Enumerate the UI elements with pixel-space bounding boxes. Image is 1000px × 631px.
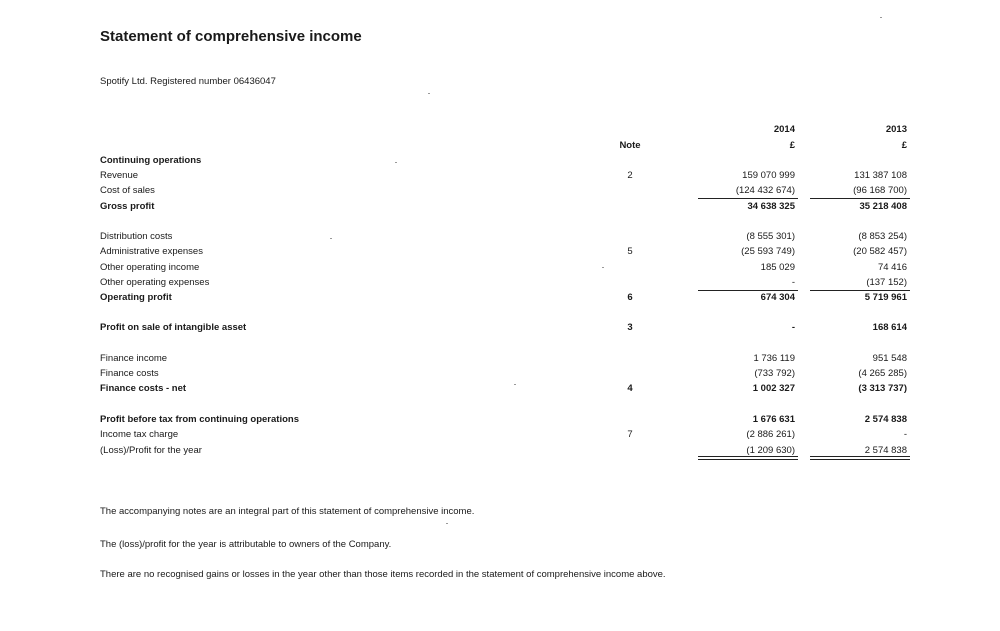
note-column-header: Note: [619, 140, 641, 151]
row-value-2013: 2 574 838: [864, 414, 907, 425]
row-label: Other operating expenses: [100, 277, 210, 288]
row-value-2013: 168 614: [872, 322, 907, 333]
total-rule: [698, 459, 798, 460]
table-row: [0, 155, 1000, 169]
table-row: [0, 246, 1000, 260]
row-value-2014: 34 638 325: [747, 201, 795, 212]
scan-speck: [514, 384, 516, 385]
row-value-2014: -: [791, 277, 795, 288]
scan-speck: [428, 93, 430, 94]
row-label: Cost of sales: [100, 185, 155, 196]
scan-speck: [395, 162, 397, 163]
page-title: Statement of comprehensive income: [100, 28, 362, 45]
year-current-header: 2014: [773, 124, 795, 135]
row-value-2014: 185 029: [760, 262, 795, 273]
row-label: Profit on sale of intangible asset: [100, 322, 247, 333]
row-label: Finance costs - net: [100, 383, 187, 394]
row-value-2013: (3 313 737): [858, 383, 907, 394]
row-value-2013: 131 387 108: [854, 170, 907, 181]
table-row: [0, 277, 1000, 291]
row-value-2014: 1 736 119: [753, 353, 795, 364]
footnote: There are no recognised gains or losses in the year other than those items recorded in the statement of comprehensive income above.: [100, 569, 666, 580]
row-value-2013: -: [903, 429, 907, 440]
subtotal-rule: [810, 290, 910, 291]
subtotal-rule: [810, 198, 910, 199]
currency-current-header: £: [789, 140, 795, 151]
table-row: [0, 414, 1000, 428]
row-label: Other operating income: [100, 262, 200, 273]
row-label: Profit before tax from continuing operations: [100, 414, 299, 425]
row-note: 7: [627, 429, 633, 440]
table-row: [0, 170, 1000, 184]
table-row: [0, 185, 1000, 199]
subtotal-rule: [698, 290, 798, 291]
row-label: Income tax charge: [100, 429, 179, 440]
table-row: [0, 368, 1000, 382]
footnote: The accompanying notes are an integral part of this statement of comprehensive income.: [100, 506, 475, 517]
total-rule: [698, 456, 798, 457]
row-value-2014: 1 002 327: [752, 383, 795, 394]
row-label: Finance costs: [100, 368, 159, 379]
row-label: (Loss)/Profit for the year: [100, 445, 202, 456]
table-row: [0, 322, 1000, 336]
row-label: Gross profit: [100, 201, 155, 212]
row-label: Operating profit: [100, 292, 172, 303]
row-value-2013: (137 152): [866, 277, 907, 288]
scan-speck: [880, 17, 882, 18]
row-note: 5: [627, 246, 633, 257]
row-note: 4: [627, 383, 633, 394]
scan-speck: [446, 523, 448, 524]
row-label: Finance income: [100, 353, 168, 364]
row-note: 6: [627, 292, 633, 303]
scan-speck: [330, 238, 332, 239]
table-row: [0, 429, 1000, 443]
footnote: The (loss)/profit for the year is attributable to owners of the Company.: [100, 539, 392, 550]
row-value-2014: 159 070 999: [742, 170, 795, 181]
row-value-2013: (4 265 285): [858, 368, 907, 379]
row-note: 3: [627, 322, 633, 333]
row-note: 2: [627, 170, 633, 181]
row-value-2014: -: [791, 322, 795, 333]
row-value-2014: 674 304: [760, 292, 795, 303]
row-value-2014: (124 432 674): [735, 185, 795, 196]
row-value-2013: (8 853 254): [858, 231, 907, 242]
row-value-2013: 74 416: [877, 262, 907, 273]
row-label: Continuing operations: [100, 155, 202, 166]
table-row: [0, 262, 1000, 276]
row-value-2014: (8 555 301): [746, 231, 795, 242]
row-value-2014: (25 593 749): [741, 246, 795, 257]
total-rule: [810, 459, 910, 460]
row-label: Revenue: [100, 170, 139, 181]
row-value-2013: 2 574 838: [864, 445, 907, 456]
row-value-2014: (2 886 261): [746, 429, 795, 440]
total-rule: [810, 456, 910, 457]
row-label: Distribution costs: [100, 231, 173, 242]
row-value-2013: (96 168 700): [853, 185, 907, 196]
row-value-2014: 1 676 631: [752, 414, 795, 425]
table-row: [0, 201, 1000, 215]
row-label: Administrative expenses: [100, 246, 203, 257]
row-value-2013: (20 582 457): [853, 246, 907, 257]
subtotal-rule: [698, 198, 798, 199]
table-row: [0, 383, 1000, 397]
table-row: [0, 292, 1000, 306]
row-value-2013: 5 719 961: [864, 292, 907, 303]
table-row: [0, 353, 1000, 367]
currency-prior-header: £: [901, 140, 907, 151]
row-value-2013: 951 548: [872, 353, 907, 364]
year-prior-header: 2013: [885, 124, 907, 135]
company-registration: Spotify Ltd. Registered number 06436047: [100, 76, 276, 87]
row-value-2014: (1 209 630): [746, 445, 795, 456]
row-value-2014: (733 792): [754, 368, 795, 379]
table-row: [0, 231, 1000, 245]
scan-speck: [602, 267, 604, 268]
row-value-2013: 35 218 408: [859, 201, 907, 212]
